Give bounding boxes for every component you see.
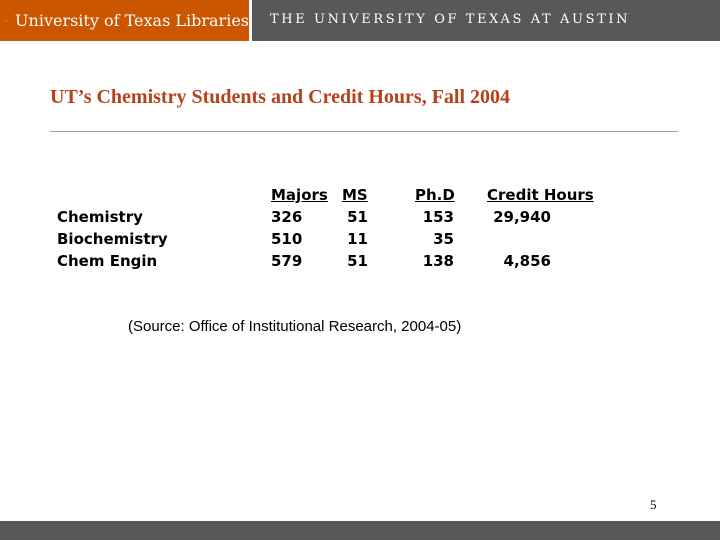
cell-phd: 138 <box>422 252 454 270</box>
row-label: Biochemistry <box>57 230 168 248</box>
cell-credit-hours: 4,856 <box>503 252 551 270</box>
title-divider <box>50 131 678 132</box>
column-header-ms: MS <box>342 186 368 204</box>
source-note: (Source: Office of Institutional Research, 2004-05) <box>128 318 462 335</box>
cell-ms: 51 <box>347 208 368 226</box>
library-brand[interactable] <box>0 0 249 41</box>
university-name[interactable]: THE UNIVERSITY OF TEXAS AT AUSTIN <box>270 12 631 27</box>
banner-divider <box>249 0 252 41</box>
column-header-majors: Majors <box>271 186 328 204</box>
cell-ms: 11 <box>347 230 368 248</box>
cell-majors: 510 <box>271 230 303 248</box>
cell-credit-hours: 29,940 <box>493 208 551 226</box>
column-header-phd: Ph.D <box>415 186 455 204</box>
slide-title: UT’s Chemistry Students and Credit Hours, Fall 2004 <box>50 86 511 108</box>
page-number: 5 <box>650 497 657 512</box>
footer-bar <box>0 521 720 540</box>
column-header-credit-hours: Credit Hours <box>487 186 594 204</box>
cell-majors: 579 <box>271 252 303 270</box>
star-logo-icon <box>5 5 7 37</box>
library-name: University of Texas Libraries <box>15 11 249 30</box>
row-label: Chemistry <box>57 208 143 226</box>
cell-majors: 326 <box>271 208 303 226</box>
cell-phd: 35 <box>433 230 454 248</box>
row-label: Chem Engin <box>57 252 158 270</box>
cell-ms: 51 <box>347 252 368 270</box>
cell-phd: 153 <box>422 208 454 226</box>
